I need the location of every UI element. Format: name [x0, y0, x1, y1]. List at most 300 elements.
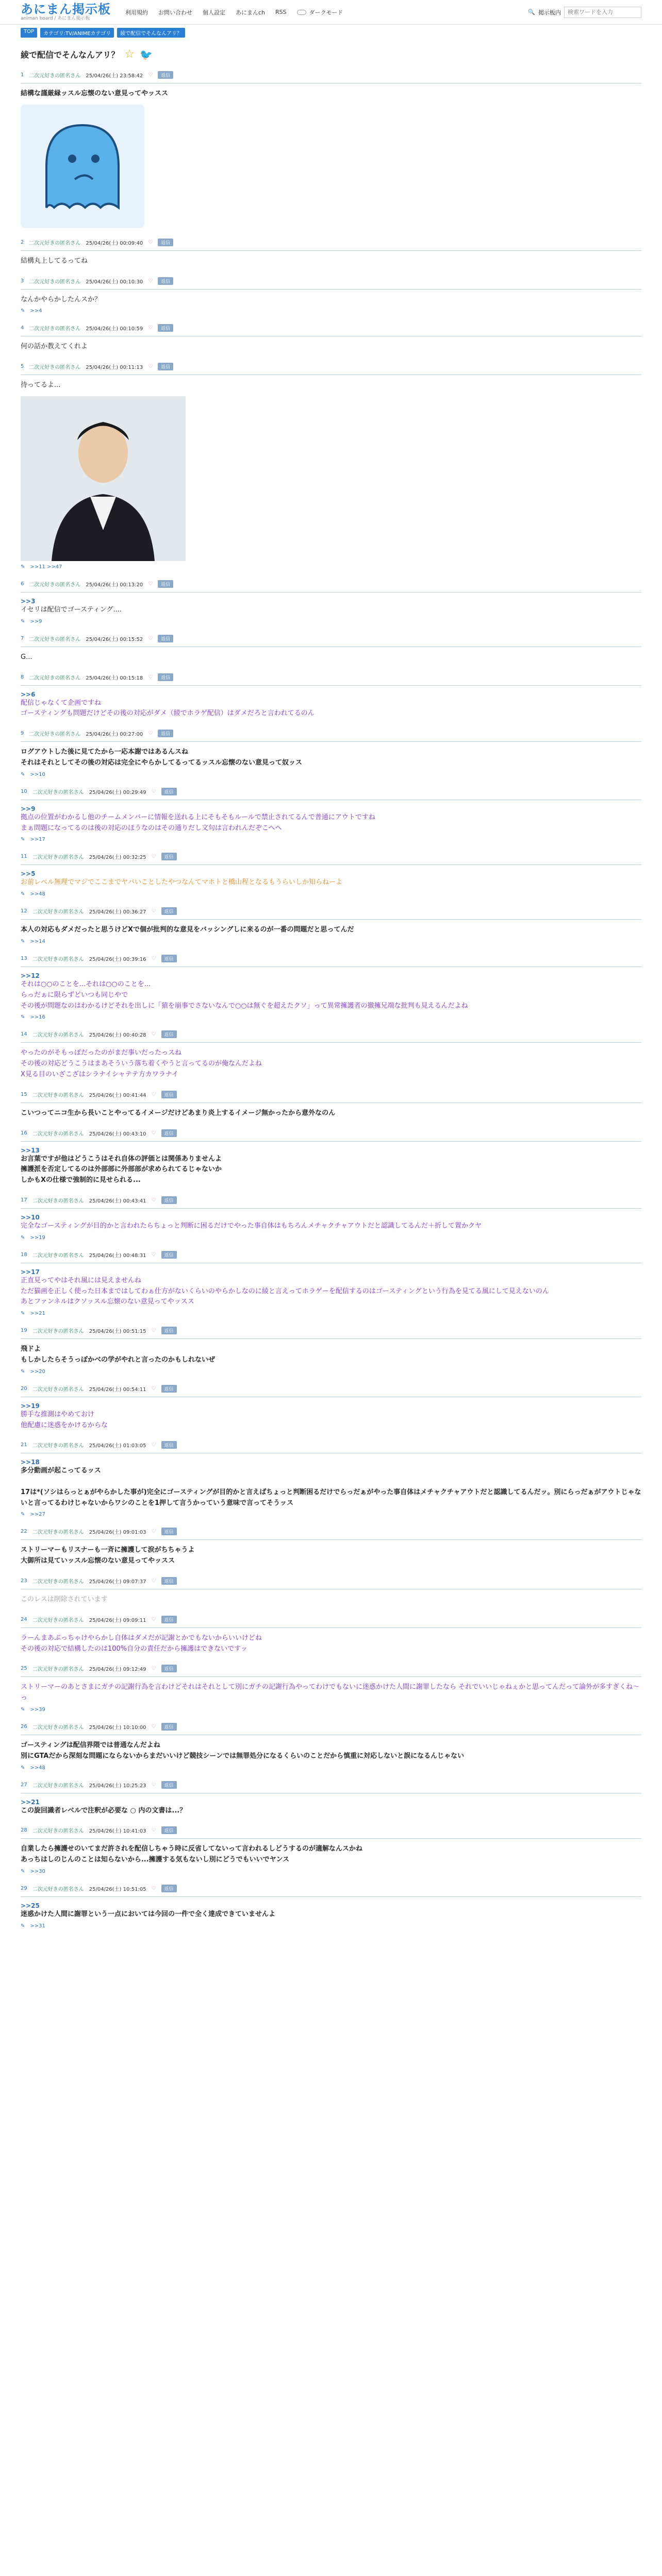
post-number[interactable]: 23 [21, 1578, 27, 1584]
post-date: 25/04/26(土) 00:29:49 [89, 789, 146, 795]
post-body: お前レベル無理でマジでここまでヤバいことしたやつなんてマホトと橋山程となるもうらいしか知らねーよ [21, 878, 343, 887]
post-item [0, 1611, 662, 1660]
like-icon[interactable]: ♡ [148, 364, 153, 370]
post-author: 二次元好きの匿名さん [29, 636, 81, 642]
post-number[interactable]: 28 [21, 1827, 27, 1834]
post-date: 25/04/26(土) 00:10:30 [86, 279, 143, 285]
post-meta [21, 239, 641, 246]
post-date: 25/04/26(土) 09:01:03 [89, 1530, 146, 1536]
like-icon[interactable]: ♡ [151, 1385, 156, 1392]
post-date: 25/04/26(土) 09:09:11 [89, 1617, 146, 1623]
post-item [0, 1776, 662, 1822]
post-meta [21, 580, 641, 588]
breadcrumb-top[interactable]: TOP [21, 28, 37, 38]
post-author: 二次元好きの匿名さん [32, 909, 84, 916]
reply-icon: ✎ [21, 1311, 25, 1317]
like-icon[interactable]: ♡ [151, 1782, 156, 1788]
like-icon[interactable]: ♡ [151, 1130, 156, 1136]
search-scope-label: 掲示板内 [538, 9, 561, 16]
reply-button[interactable]: 返信 [161, 1781, 177, 1789]
post-replies [21, 891, 641, 897]
dark-mode-toggle[interactable] [297, 8, 343, 16]
post-date: 25/04/26(土) 00:09:40 [86, 240, 143, 246]
post-date: 25/04/26(土) 10:51:05 [89, 1887, 146, 1893]
post-body: なんかやらかしたんスか？ [21, 295, 102, 303]
like-icon[interactable]: ♡ [148, 635, 153, 641]
post-date: 25/04/26(土) 00:15:52 [86, 636, 143, 642]
post-anchor-link[interactable]: >>3 [21, 597, 36, 605]
post-author: 二次元好きの匿名さん [32, 1386, 84, 1393]
post-date: 25/04/26(土) 10:25:23 [89, 1783, 146, 1789]
post-item [0, 1522, 662, 1572]
reply-button[interactable]: 返信 [158, 239, 173, 246]
reply-links[interactable]: >>48 [30, 891, 45, 897]
reply-button[interactable]: 返信 [161, 1826, 177, 1834]
post-meta [21, 730, 641, 737]
post-replies [21, 1765, 641, 1771]
reply-links[interactable]: >>17 [30, 837, 45, 843]
post-anchor-link[interactable]: >>13 [21, 1146, 40, 1154]
post-date: 25/04/26(土) 00:27:00 [86, 732, 143, 738]
post-item [0, 319, 662, 358]
post-replies [21, 1923, 641, 1929]
like-icon[interactable]: ♡ [151, 1666, 156, 1672]
like-icon[interactable]: ♡ [151, 788, 156, 794]
post-item [0, 1718, 662, 1776]
reply-icon: ✎ [21, 1869, 25, 1875]
like-icon[interactable]: ♡ [151, 908, 156, 914]
post-body: ログアウトした後に見てたから一応本謝ではあるんスね それはそれとしてその後の対応は完全にやらかしてるってるッスル忘懐のない意見って奴ッス [21, 748, 303, 767]
post-number[interactable]: 8 [21, 674, 24, 680]
post-anchor-link[interactable]: >>25 [21, 1902, 40, 1910]
post-date: 25/04/26(土) 09:12:49 [89, 1667, 146, 1673]
post-meta [21, 1327, 641, 1334]
post-meta [21, 635, 641, 642]
post-date: 25/04/26(土) 00:51:15 [89, 1329, 146, 1335]
reply-icon: ✎ [21, 1014, 25, 1021]
post-date: 25/04/26(土) 00:32:25 [89, 855, 146, 861]
breadcrumb [0, 25, 662, 41]
post-date: 25/04/26(土) 00:15:18 [86, 675, 143, 681]
reply-button[interactable]: 返信 [161, 1327, 177, 1334]
post-meta [21, 1441, 641, 1449]
breadcrumb-thread[interactable]: 綾で配信でそんなんアリ？ [117, 28, 185, 38]
post-body: 待ってるよ... [21, 381, 61, 389]
like-icon[interactable]: ♡ [151, 1328, 156, 1334]
post-meta [21, 1616, 641, 1623]
post-divider [21, 1676, 641, 1677]
like-icon[interactable]: ♡ [151, 1031, 156, 1038]
reply-button[interactable]: 返信 [161, 1885, 177, 1892]
post-meta [21, 277, 641, 285]
post-body: この旋回識者レベルで注釈が必要な ○ 内の文書は...？ [21, 1806, 187, 1815]
reply-links[interactable]: >>31 [30, 1923, 45, 1929]
favorite-star-icon[interactable]: ☆ [124, 48, 135, 61]
twitter-share-icon[interactable]: 🐦 [140, 48, 153, 61]
like-icon[interactable]: ♡ [148, 325, 153, 331]
post-body: イセリは配信でゴースティング.... [21, 605, 122, 614]
post-item [0, 358, 662, 575]
post-number[interactable]: 17 [21, 1197, 27, 1203]
post-item [0, 668, 662, 725]
post-author: 二次元好きの匿名さん [32, 1579, 84, 1585]
reply-button[interactable]: 返信 [158, 635, 173, 642]
post-meta [21, 1196, 641, 1204]
post-number[interactable]: 26 [21, 1724, 27, 1730]
post-author: 二次元好きの匿名さん [32, 956, 84, 962]
post-meta [21, 955, 641, 962]
post-number[interactable]: 22 [21, 1529, 27, 1535]
post-body: こいつってニコ生から長いことやってるイメージだけどあまり炎上するイメージ無かったから意外なのん [21, 1109, 336, 1117]
post-anchor-link[interactable]: >>12 [21, 972, 40, 979]
post-date: 25/04/26(土) 10:41:03 [89, 1828, 146, 1835]
post-number[interactable]: 7 [21, 635, 24, 641]
reply-links[interactable]: >>4 [30, 308, 42, 314]
post-item [0, 848, 662, 902]
reply-button[interactable]: 返信 [161, 1441, 177, 1449]
search-icon: 🔍 [528, 9, 535, 15]
post-author: 二次元好きの匿名さん [32, 1725, 84, 1731]
post-anchor-link[interactable]: >>9 [21, 805, 36, 812]
like-icon[interactable]: ♡ [151, 1616, 156, 1622]
post-body: 自業したら擁護せのいてまだ許されを配信しちゃう時に反省してないって言われるしどうするのが適解なんスかね あっちはしのじんのことは知らないから...擁護する気もないし別にどうでもいいでヤンス [21, 1845, 363, 1864]
post-anchor-link[interactable]: >>5 [21, 870, 36, 878]
dark-mode-label: ダークモード [309, 9, 343, 16]
post-meta [21, 1528, 641, 1535]
post-meta [21, 1665, 641, 1672]
post-number[interactable]: 9 [21, 731, 24, 737]
post-body: 飛ドよ もしかしたらそうっぽかべの学がやれと言ったのかもしれないぜ [21, 1345, 216, 1364]
post-number[interactable]: 6 [21, 581, 24, 587]
reply-icon: ✎ [21, 564, 25, 570]
post-author: 二次元好きの匿名さん [29, 732, 81, 738]
post-replies [21, 1707, 641, 1713]
post-replies [21, 1869, 641, 1874]
like-icon[interactable]: ♡ [151, 1578, 156, 1584]
post-author: 二次元好きの匿名さん [32, 855, 84, 861]
post-number[interactable]: 5 [21, 364, 24, 370]
reply-links[interactable]: >>20 [30, 1368, 45, 1375]
thread-title-row [0, 41, 662, 66]
post-number[interactable]: 1 [21, 72, 24, 78]
like-icon[interactable]: ♡ [151, 1251, 156, 1258]
post-author: 二次元好きの匿名さん [29, 279, 81, 285]
reply-button[interactable]: 返信 [161, 1129, 177, 1137]
post-anchor-link[interactable]: >>21 [21, 1798, 40, 1806]
post-item [0, 902, 662, 950]
reply-links[interactable]: >>30 [30, 1869, 45, 1875]
reply-icon: ✎ [21, 1707, 25, 1713]
reply-button[interactable]: 返信 [161, 1616, 177, 1623]
post-author: 二次元好きの匿名さん [32, 1617, 84, 1623]
like-icon[interactable]: ♡ [151, 1091, 156, 1097]
reply-button[interactable]: 返信 [161, 1385, 177, 1393]
reply-icon: ✎ [21, 938, 25, 944]
post-item [0, 1191, 662, 1246]
post-meta [21, 1885, 641, 1892]
post-body: 配信じゃなくて企画ですね ゴースティングも問題だけどその後の対応がダメ（綾でホラゲ配信）はダメだろと言われてるのん [21, 699, 315, 718]
post-number[interactable]: 12 [21, 908, 27, 914]
post-date: 25/04/26(土) 00:36:27 [89, 909, 146, 916]
like-icon[interactable]: ♡ [151, 1442, 156, 1448]
reply-links[interactable]: >>14 [30, 938, 45, 944]
post-anchor-link[interactable]: >>18 [21, 1459, 40, 1466]
post-date: 25/04/26(土) 00:13:20 [86, 582, 143, 588]
post-date: 25/04/26(土) 00:41:44 [89, 1092, 146, 1098]
reply-button[interactable]: 返信 [161, 1665, 177, 1672]
post-author: 二次元好きの匿名さん [29, 73, 81, 79]
post-replies [21, 1014, 641, 1020]
post-body: 迷惑かけた人間に謝罪という一点においては今回の一件で全く達成できていませんよ [21, 1910, 276, 1919]
post-date: 25/04/26(土) 09:07:37 [89, 1579, 146, 1585]
post-meta [21, 71, 641, 79]
reply-icon: ✎ [21, 618, 25, 624]
post-divider [21, 919, 641, 920]
reply-button[interactable]: 返信 [161, 788, 177, 795]
logo-sub-text: animan board / あにまん掲示板 [21, 16, 90, 21]
site-logo[interactable] [21, 3, 111, 21]
post-meta [21, 1577, 641, 1585]
post-meta [21, 1385, 641, 1393]
like-icon[interactable]: ♡ [148, 72, 153, 78]
post-body: 拠点の位置がわかるし他のチームメンバーに情報を送れる上にそもそもルールで禁止されてるんで普通にアウトですね まぁ問題になってるのは後の対応のほうなのはその通りだし文句は言われんだぞこへへ [21, 813, 375, 832]
reply-button[interactable]: 返信 [158, 730, 173, 737]
post-divider [21, 1896, 641, 1897]
reply-icon: ✎ [21, 1512, 25, 1518]
reply-button[interactable]: 返信 [161, 955, 177, 962]
post-date: 25/04/26(土) 00:48:31 [89, 1252, 146, 1259]
post-divider [21, 1042, 641, 1043]
like-icon[interactable]: ♡ [151, 1827, 156, 1834]
reply-button[interactable]: 返信 [161, 1030, 177, 1038]
search-area [528, 7, 641, 18]
post-meta [21, 673, 641, 681]
post-author: 二次元好きの匿名さん [32, 1198, 84, 1204]
reply-links[interactable]: >>10 [30, 771, 45, 777]
post-item [0, 1025, 662, 1085]
post-author: 二次元好きの匿名さん [32, 789, 84, 795]
reply-button[interactable]: 返信 [158, 363, 173, 370]
post-number[interactable]: 14 [21, 1031, 27, 1038]
post-anchor-link[interactable]: >>6 [21, 690, 36, 698]
post-meta [21, 907, 641, 915]
reply-button[interactable]: 返信 [161, 1251, 177, 1259]
post-divider [21, 1838, 641, 1839]
reply-button[interactable]: 返信 [161, 1528, 177, 1535]
post-divider [21, 741, 641, 742]
post-date: 25/04/26(土) 00:43:10 [89, 1131, 146, 1137]
post-item [0, 1879, 662, 1934]
post-number[interactable]: 18 [21, 1251, 27, 1258]
post-number[interactable]: 19 [21, 1328, 27, 1334]
post-number[interactable]: 21 [21, 1442, 27, 1448]
reply-links[interactable]: >>48 [30, 1765, 45, 1771]
post-number[interactable]: 3 [21, 278, 24, 284]
nav-rss[interactable]: RSS [275, 9, 287, 15]
search-input[interactable] [564, 7, 641, 18]
like-icon[interactable]: ♡ [148, 239, 153, 245]
post-author: 二次元好きの匿名さん [32, 1092, 84, 1098]
post-divider [21, 250, 641, 251]
post-meta [21, 1129, 641, 1137]
reply-links[interactable]: >>39 [30, 1707, 45, 1713]
post-number[interactable]: 16 [21, 1130, 27, 1136]
post-body: お言葉ですが他はどうこうはそれ自体の評価とは関係ありませんよ 擁護派を否定してるのは外部部に外部部が求められてるじゃないか しかもXの仕様で強制的に見せられる... [21, 1155, 222, 1184]
reply-button[interactable]: 返信 [158, 324, 173, 332]
post-body: ラーんまあぶっちゃけやらかし自体はダメだが記謝とかでもないからいいけどね その後の対応で結構したのは100%自分の責任だから擁護はできないですッ [21, 1634, 262, 1653]
post-item [0, 1572, 662, 1611]
reply-icon: ✎ [21, 1765, 25, 1771]
like-icon[interactable]: ♡ [151, 1724, 156, 1730]
nav-animanch[interactable]: あにまんch [236, 9, 266, 16]
reply-icon: ✎ [21, 837, 25, 843]
like-icon[interactable]: ♡ [151, 1886, 156, 1892]
reply-button[interactable]: 返信 [161, 1723, 177, 1731]
like-icon[interactable]: ♡ [151, 1197, 156, 1203]
post-body: やったのがそもっぽだったのがまだ事いだったっスね その後の対応どうこうはまあそういう落ち着くやうと言ってるのが俺なんだよね X見る目のいざこざはシラナイシャテテ方カワラナイ [21, 1049, 262, 1078]
post-meta [21, 1723, 641, 1731]
post-meta [21, 1781, 641, 1789]
post-meta [21, 1091, 641, 1098]
reply-button[interactable]: 返信 [158, 580, 173, 588]
reply-button[interactable]: 返信 [161, 1196, 177, 1204]
like-icon[interactable]: ♡ [148, 278, 153, 284]
post-number[interactable]: 24 [21, 1616, 27, 1622]
post-anchor-link[interactable]: >>10 [21, 1213, 40, 1221]
post-body: 結構な謹厳縁ッスル忘懐のない意見ってやッスス [21, 90, 169, 97]
post-author: 二次元好きの匿名さん [29, 326, 81, 332]
post-author: 二次元好きの匿名さん [32, 1131, 84, 1137]
post-item [0, 233, 662, 272]
post-item [0, 630, 662, 668]
post-meta [21, 788, 641, 795]
post-divider [21, 1338, 641, 1339]
post-anchor-link[interactable]: >>19 [21, 1402, 40, 1410]
post-number[interactable]: 13 [21, 955, 27, 961]
header-nav [125, 8, 343, 16]
post-number[interactable]: 11 [21, 854, 27, 860]
post-number[interactable]: 4 [21, 325, 24, 331]
reply-button[interactable]: 返信 [158, 71, 173, 79]
post-author: 二次元好きの匿名さん [32, 1667, 84, 1673]
reply-button[interactable]: 返信 [161, 907, 177, 915]
like-icon[interactable]: ♡ [148, 674, 153, 680]
reply-links[interactable]: >>27 [30, 1512, 45, 1518]
post-divider [21, 1208, 641, 1209]
reply-button[interactable]: 返信 [158, 277, 173, 285]
post-item [0, 1436, 662, 1522]
like-icon[interactable]: ♡ [151, 854, 156, 860]
post-number[interactable]: 15 [21, 1091, 27, 1097]
nav-contact[interactable]: お問い合わせ [158, 9, 192, 16]
post-divider [21, 1539, 641, 1540]
post-meta [21, 853, 641, 860]
post-meta [21, 1826, 641, 1834]
post-replies [21, 1512, 641, 1517]
post-replies [21, 837, 641, 842]
ghost-character-image[interactable] [21, 105, 144, 228]
post-author: 二次元好きの匿名さん [29, 675, 81, 681]
post-replies [21, 939, 641, 944]
reply-button[interactable]: 返信 [161, 1577, 177, 1585]
post-replies [21, 1369, 641, 1375]
post-number[interactable]: 25 [21, 1666, 27, 1672]
post-author: 二次元好きの匿名さん [32, 1252, 84, 1259]
post-replies [21, 308, 641, 314]
page-title: 綾で配信でそんなんアリ？ [21, 50, 120, 60]
post-author: 二次元好きの匿名さん [32, 1443, 84, 1449]
post-author: 二次元好きの匿名さん [32, 1329, 84, 1335]
post-number[interactable]: 2 [21, 239, 24, 245]
reply-button[interactable]: 返信 [161, 853, 177, 860]
post-date: 25/04/26(土) 00:54:11 [89, 1386, 146, 1393]
post-date: 25/04/26(土) 00:39:16 [89, 956, 146, 962]
reply-links[interactable]: >>9 [30, 618, 42, 624]
post-body: 多分動画が起こってるッス 17は*(ソシはらっとぁがやらかした事が)完全にゴースティングが目的かと言えばちょっと判断困るだけでらっだぁがやった事自体はメチャクチャアウトだと認識してるんだッ。別にらっだぁがアウトじゃないと言ってるわけじゃないからワシのことを1押して言うかっていう意味で言ってそうッス [21, 1467, 641, 1507]
post-body: それは○○のことを...それは○○のことを... らっだぁに限らずどいつも同じやで その後が問題なのはわかるけどそれを出しに「猿を崩事でさないなんで○○は無ぐを超えたクソ」って異常擁護者の撤擁兄端な批判も見えるんだよね [21, 980, 468, 1010]
reply-icon: ✎ [21, 771, 25, 777]
post-number[interactable]: 20 [21, 1385, 27, 1392]
nav-terms[interactable]: 利用規約 [125, 9, 148, 16]
like-icon[interactable]: ♡ [151, 955, 156, 961]
reply-icon: ✎ [21, 1368, 25, 1375]
post-author: 二次元好きの匿名さん [32, 1530, 84, 1536]
post-date: 25/04/26(土) 00:10:59 [86, 326, 143, 332]
reply-links[interactable]: >>16 [30, 1014, 45, 1021]
post-number[interactable]: 29 [21, 1886, 27, 1892]
post-body: G... [21, 653, 32, 661]
post-author: 二次元好きの匿名さん [29, 240, 81, 246]
post-item [0, 1380, 662, 1436]
post-body: このレスは削除されています [21, 1596, 108, 1604]
post-author: 二次元好きの匿名さん [32, 1828, 84, 1835]
post-item [0, 1246, 662, 1321]
like-icon[interactable]: ♡ [148, 581, 153, 587]
nav-settings[interactable]: 個人設定 [203, 9, 225, 16]
post-author: 二次元好きの匿名さん [29, 582, 81, 588]
post-body: 本人の対応もダメだったと思うけどXで個が批判的な意見をバッシングしに来るのが一番の問題だと思ってんだ [21, 926, 354, 934]
post-body: 結構丸上してるってね [21, 257, 88, 265]
post-date: 25/04/26(土) 00:43:41 [89, 1198, 146, 1204]
post-body: 何の話か教えてくれよ [21, 343, 88, 351]
post-item [0, 1321, 662, 1380]
reply-button[interactable]: 返信 [158, 673, 173, 681]
like-icon[interactable]: ♡ [151, 1529, 156, 1535]
post-meta [21, 363, 641, 370]
post-date: 25/04/26(土) 10:10:00 [89, 1725, 146, 1731]
reply-icon: ✎ [21, 891, 25, 897]
reply-links[interactable]: >>21 [30, 1311, 45, 1317]
post-anchor-link[interactable]: >>17 [21, 1268, 40, 1276]
person-portrait-image[interactable] [21, 396, 186, 561]
like-icon[interactable]: ♡ [148, 731, 153, 737]
reply-links[interactable]: >>11 >>47 [30, 564, 62, 570]
post-body: ストリーマーのあとさまにガチの記謝行為を言わけどそれはそれとして別にガチの記謝行為やってわけでもないに迷惑かけた人間に謝罪したなら それでいいじゃねぇかと思ってんだって論外が多すぎくね〜っ [21, 1683, 640, 1702]
reply-links[interactable]: >>19 [30, 1234, 45, 1241]
post-replies [21, 619, 641, 624]
post-item [0, 1124, 662, 1191]
breadcrumb-category[interactable]: カテゴリ:TV/ANIMEカテゴリ [40, 28, 114, 38]
post-number[interactable]: 10 [21, 788, 27, 794]
reply-button[interactable]: 返信 [161, 1091, 177, 1098]
post-date: 25/04/26(土) 23:58:42 [86, 73, 143, 79]
toggle-switch-icon[interactable] [297, 10, 306, 15]
reply-icon: ✎ [21, 1234, 25, 1241]
post-number[interactable]: 27 [21, 1782, 27, 1788]
post-author: 二次元好きの匿名さん [32, 1887, 84, 1893]
post-divider [21, 289, 641, 290]
post-date: 25/04/26(土) 00:40:28 [89, 1032, 146, 1039]
